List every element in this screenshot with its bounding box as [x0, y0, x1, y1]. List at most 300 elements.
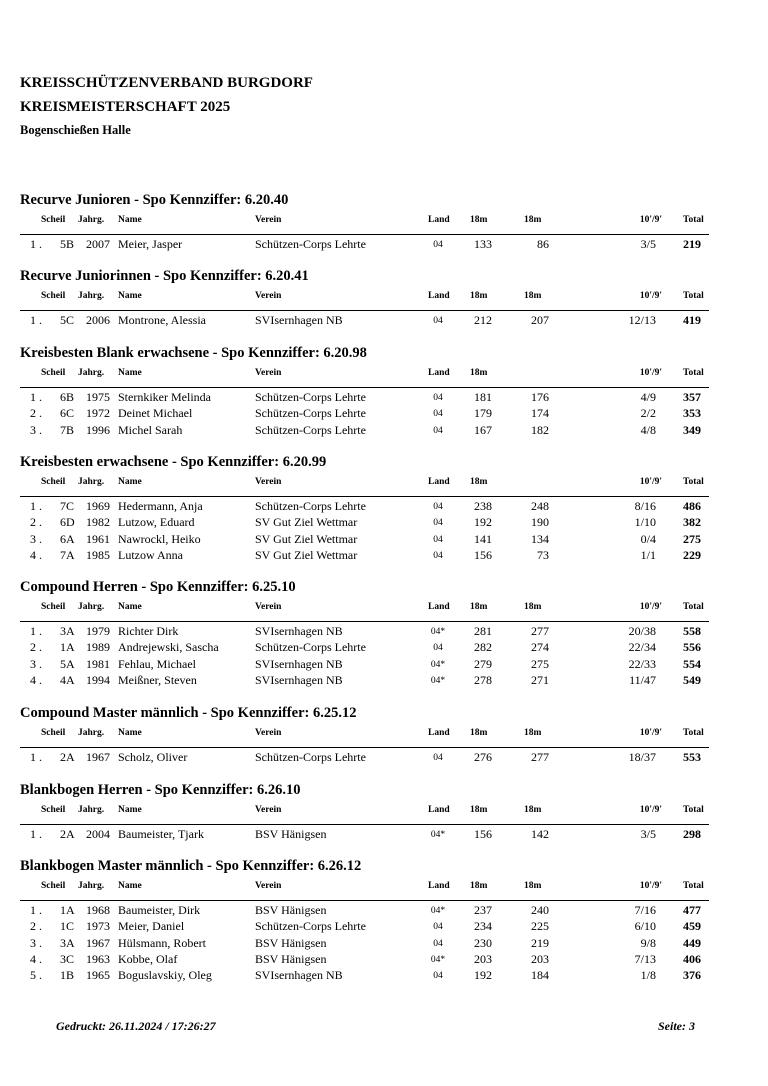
cell-total: 486 — [683, 499, 701, 513]
table-row — [0, 423, 768, 440]
column-header-name: Name — [118, 728, 142, 738]
column-header-m2: 18m — [524, 291, 542, 301]
cell-verein: SV Gut Ziel Wettmar — [255, 531, 358, 546]
cell-jahrg: 1973 — [86, 919, 110, 934]
cell-tens: 18/37 — [628, 750, 656, 764]
cell-land: 04 — [433, 409, 443, 420]
column-header-verein: Verein — [255, 805, 282, 815]
cell-land: 04* — [430, 906, 446, 916]
cell-total: 406 — [683, 951, 701, 966]
table-row — [0, 640, 768, 657]
cell-jahrg: 1975 — [86, 390, 110, 404]
cell-place: 2 . — [30, 406, 42, 421]
cell-tens: 2/2 — [640, 406, 656, 421]
column-header-name: Name — [118, 368, 142, 378]
cell-m2: 225 — [531, 919, 549, 934]
column-header-total: Total — [683, 728, 704, 738]
cell-place: 4 . — [30, 951, 42, 966]
column-header-m1: 18m — [470, 477, 488, 487]
column-header-name: Name — [118, 805, 142, 815]
table-row — [0, 657, 768, 674]
column-header-verein: Verein — [255, 881, 282, 891]
cell-scheibe: 1A — [60, 640, 75, 655]
column-header-scheibe: Scheil — [41, 291, 66, 301]
cell-jahrg: 1961 — [86, 531, 110, 546]
cell-verein: Schützen-Corps Lehrte — [255, 499, 366, 513]
column-header-scheibe: Scheil — [41, 805, 66, 815]
cell-m1: 230 — [474, 935, 492, 950]
cell-total: 376 — [683, 968, 701, 983]
cell-jahrg: 1967 — [86, 750, 110, 764]
column-header-tens: 10'/9' — [639, 728, 662, 738]
cell-scheibe: 3A — [60, 624, 75, 638]
cell-name: Baumeister, Dirk — [118, 903, 201, 917]
column-header-row — [0, 215, 768, 229]
cell-land: 04* — [430, 954, 446, 965]
cell-scheibe: 7B — [60, 422, 75, 437]
cell-tens: 22/34 — [628, 640, 656, 655]
table-row — [0, 499, 768, 516]
table-row — [0, 532, 768, 549]
section-title: Recurve Junioren - Spo Kennziffer: 6.20.40 — [20, 192, 289, 208]
cell-m2: 182 — [531, 422, 549, 437]
cell-m2: 174 — [531, 406, 549, 421]
cell-verein: Schützen-Corps Lehrte — [255, 750, 366, 764]
table-row — [0, 624, 768, 641]
cell-m1: 192 — [474, 968, 492, 983]
column-header-m2: 18m — [524, 805, 542, 815]
cell-name: Boguslavskiy, Oleg — [118, 968, 212, 983]
cell-jahrg: 1968 — [86, 903, 110, 917]
cell-total: 549 — [683, 672, 701, 687]
cell-jahrg: 1963 — [86, 951, 110, 966]
cell-verein: SV Gut Ziel Wettmar — [255, 547, 358, 562]
table-row — [0, 515, 768, 532]
cell-tens: 22/33 — [628, 656, 656, 671]
column-header-land: Land — [428, 291, 450, 301]
column-header-total: Total — [683, 602, 704, 612]
column-header-m2: 18m — [524, 881, 542, 891]
cell-verein: Schützen-Corps Lehrte — [255, 919, 366, 934]
column-header-total: Total — [683, 368, 704, 378]
cell-land: 04 — [433, 753, 443, 763]
section-title: Kreisbesten erwachsene - Spo Kennziffer: 6.20.99 — [20, 454, 327, 470]
cell-verein: Schützen-Corps Lehrte — [255, 237, 366, 251]
cell-scheibe: 6B — [60, 390, 75, 404]
column-header-land: Land — [428, 602, 450, 612]
cell-m1: 181 — [474, 390, 492, 404]
cell-tens: 11/47 — [629, 672, 656, 687]
cell-scheibe: 2A — [60, 827, 75, 841]
page-number: Seite: 3 — [658, 1019, 695, 1033]
header-divider — [20, 496, 709, 497]
cell-scheibe: 5B — [60, 237, 75, 251]
cell-land: 04 — [433, 425, 443, 436]
cell-place: 1 . — [30, 903, 42, 917]
cell-m1: 141 — [474, 531, 492, 546]
cell-land: 04 — [433, 922, 443, 933]
column-header-m1: 18m — [470, 291, 488, 301]
cell-name: Montrone, Alessia — [118, 313, 206, 327]
cell-verein: SVIsernhagen NB — [255, 313, 343, 327]
column-header-name: Name — [118, 215, 142, 225]
table-row — [0, 936, 768, 953]
table-row — [0, 827, 768, 844]
cell-jahrg: 2007 — [86, 237, 110, 251]
column-header-jahrg: Jahrg. — [78, 805, 105, 815]
column-header-m1: 18m — [470, 728, 488, 738]
column-header-jahrg: Jahrg. — [78, 602, 105, 612]
cell-name: Hedermann, Anja — [118, 499, 203, 513]
cell-scheibe: 6D — [60, 515, 75, 530]
column-header-scheibe: Scheil — [41, 215, 66, 225]
column-header-m1: 18m — [470, 215, 488, 225]
cell-m1: 237 — [474, 903, 492, 917]
header-divider — [20, 387, 709, 388]
column-header-name: Name — [118, 291, 142, 301]
column-header-row — [0, 477, 768, 491]
column-header-jahrg: Jahrg. — [78, 728, 105, 738]
event-title: KREISMEISTERSCHAFT 2025 — [20, 99, 231, 115]
cell-jahrg: 2006 — [86, 313, 110, 327]
cell-name: Meier, Daniel — [118, 919, 185, 934]
cell-place: 2 . — [30, 919, 42, 934]
column-header-tens: 10'/9' — [639, 291, 662, 301]
column-header-tens: 10'/9' — [639, 215, 662, 225]
organization-title: KREISSCHÜTZENVERBAND BURGDORF — [20, 75, 313, 91]
cell-m2: 176 — [531, 390, 549, 404]
cell-scheibe: 1A — [60, 903, 75, 917]
cell-jahrg: 1969 — [86, 499, 110, 513]
cell-tens: 3/5 — [640, 827, 656, 841]
cell-total: 419 — [683, 313, 701, 327]
cell-m2: 275 — [531, 656, 549, 671]
cell-name: Baumeister, Tjark — [118, 827, 204, 841]
cell-verein: BSV Hänigsen — [255, 827, 327, 841]
cell-scheibe: 1C — [60, 919, 75, 934]
cell-verein: BSV Hänigsen — [255, 951, 327, 966]
column-header-verein: Verein — [255, 477, 282, 487]
table-row — [0, 313, 768, 330]
cell-m1: 156 — [474, 827, 492, 841]
column-header-scheibe: Scheil — [41, 728, 66, 738]
column-header-row — [0, 368, 768, 382]
cell-m2: 86 — [537, 237, 549, 251]
column-header-name: Name — [118, 602, 142, 612]
column-header-jahrg: Jahrg. — [78, 291, 105, 301]
column-header-row — [0, 602, 768, 616]
cell-place: 1 . — [30, 750, 42, 764]
cell-m1: 234 — [474, 919, 492, 934]
cell-scheibe: 6A — [60, 531, 75, 546]
header-divider — [20, 824, 709, 825]
cell-m2: 219 — [531, 935, 549, 950]
column-header-row — [0, 728, 768, 742]
cell-m1: 179 — [474, 406, 492, 421]
column-header-jahrg: Jahrg. — [78, 477, 105, 487]
cell-verein: SVIsernhagen NB — [255, 968, 343, 983]
cell-tens: 20/38 — [628, 624, 656, 638]
cell-verein: Schützen-Corps Lehrte — [255, 406, 366, 421]
cell-place: 2 . — [30, 515, 42, 530]
section-title: Kreisbesten Blank erwachsene - Spo Kennziffer: 6.20.98 — [20, 345, 367, 361]
cell-land: 04 — [433, 550, 443, 561]
cell-name: Nawrockl, Heiko — [118, 531, 201, 546]
cell-jahrg: 1996 — [86, 422, 110, 437]
table-row — [0, 952, 768, 969]
cell-jahrg: 1989 — [86, 640, 110, 655]
column-header-jahrg: Jahrg. — [78, 881, 105, 891]
cell-place: 2 . — [30, 640, 42, 655]
column-header-name: Name — [118, 477, 142, 487]
cell-m1: 238 — [474, 499, 492, 513]
cell-total: 556 — [683, 640, 701, 655]
cell-tens: 12/13 — [628, 313, 656, 327]
column-header-m2: 18m — [524, 728, 542, 738]
cell-verein: Schützen-Corps Lehrte — [255, 422, 366, 437]
column-header-verein: Verein — [255, 728, 282, 738]
cell-tens: 9/8 — [640, 935, 656, 950]
cell-land: 04 — [433, 316, 443, 326]
table-row — [0, 406, 768, 423]
column-header-land: Land — [428, 881, 450, 891]
cell-place: 4 . — [30, 547, 42, 562]
column-header-tens: 10'/9' — [639, 881, 662, 891]
cell-place: 3 . — [30, 656, 42, 671]
column-header-scheibe: Scheil — [41, 602, 66, 612]
section-title: Blankbogen Master männlich - Spo Kennziffer: 6.26.12 — [20, 858, 362, 874]
cell-name: Fehlau, Michael — [118, 656, 196, 671]
header-divider — [20, 621, 709, 622]
cell-m2: 190 — [531, 515, 549, 530]
cell-m1: 279 — [474, 656, 492, 671]
cell-land: 04 — [433, 502, 443, 512]
cell-name: Richter Dirk — [118, 624, 179, 638]
column-header-m1: 18m — [470, 805, 488, 815]
column-header-verein: Verein — [255, 602, 282, 612]
header-divider — [20, 234, 709, 235]
cell-m1: 203 — [474, 951, 492, 966]
cell-tens: 1/1 — [640, 547, 656, 562]
cell-tens: 6/10 — [634, 919, 656, 934]
column-header-tens: 10'/9' — [639, 368, 662, 378]
table-row — [0, 673, 768, 690]
cell-m1: 278 — [474, 672, 492, 687]
cell-m1: 192 — [474, 515, 492, 530]
cell-place: 5 . — [30, 968, 42, 983]
cell-jahrg: 1965 — [86, 968, 110, 983]
cell-place: 3 . — [30, 531, 42, 546]
cell-tens: 1/10 — [634, 515, 656, 530]
cell-place: 1 . — [30, 827, 42, 841]
cell-total: 219 — [683, 237, 701, 251]
column-header-land: Land — [428, 215, 450, 225]
cell-total: 298 — [683, 827, 701, 841]
cell-place: 4 . — [30, 672, 42, 687]
cell-tens: 4/8 — [640, 422, 656, 437]
column-header-land: Land — [428, 805, 450, 815]
cell-m2: 73 — [537, 547, 549, 562]
column-header-scheibe: Scheil — [41, 368, 66, 378]
cell-place: 3 . — [30, 935, 42, 950]
cell-m2: 271 — [531, 672, 549, 687]
cell-land: 04* — [430, 627, 446, 637]
cell-verein: SVIsernhagen NB — [255, 624, 343, 638]
cell-m2: 203 — [531, 951, 549, 966]
column-header-name: Name — [118, 881, 142, 891]
cell-m1: 281 — [474, 624, 492, 638]
cell-name: Lutzow Anna — [118, 547, 183, 562]
column-header-land: Land — [428, 477, 450, 487]
cell-m1: 212 — [474, 313, 492, 327]
cell-jahrg: 1972 — [86, 406, 110, 421]
cell-m2: 184 — [531, 968, 549, 983]
cell-verein: SVIsernhagen NB — [255, 656, 343, 671]
cell-total: 459 — [683, 919, 701, 934]
cell-tens: 4/9 — [640, 390, 656, 404]
column-header-scheibe: Scheil — [41, 881, 66, 891]
cell-jahrg: 1985 — [86, 547, 110, 562]
column-header-land: Land — [428, 368, 450, 378]
column-header-jahrg: Jahrg. — [78, 368, 105, 378]
column-header-total: Total — [683, 215, 704, 225]
cell-name: Meier, Jasper — [118, 237, 183, 251]
cell-place: 1 . — [30, 390, 42, 404]
cell-name: Scholz, Oliver — [118, 750, 188, 764]
cell-jahrg: 1982 — [86, 515, 110, 530]
cell-place: 3 . — [30, 422, 42, 437]
column-header-m2: 18m — [524, 602, 542, 612]
section-title: Recurve Juniorinnen - Spo Kennziffer: 6.20.41 — [20, 268, 309, 284]
column-header-row — [0, 881, 768, 895]
header-divider — [20, 900, 709, 901]
column-header-verein: Verein — [255, 291, 282, 301]
cell-m1: 133 — [474, 237, 492, 251]
cell-total: 553 — [683, 750, 701, 764]
cell-m2: 134 — [531, 531, 549, 546]
column-header-m1: 18m — [470, 881, 488, 891]
cell-tens: 8/16 — [634, 499, 656, 513]
discipline-title: Bogenschießen Halle — [20, 123, 131, 137]
cell-name: Deinet Michael — [118, 406, 193, 421]
cell-land: 04 — [433, 643, 443, 654]
cell-name: Andrejewski, Sascha — [118, 640, 219, 655]
printed-timestamp: Gedruckt: 26.11.2024 / 17:26:27 — [56, 1019, 216, 1033]
cell-jahrg: 1994 — [86, 672, 110, 687]
cell-name: Lutzow, Eduard — [118, 515, 195, 530]
column-header-m2: 18m — [524, 215, 542, 225]
table-row — [0, 968, 768, 985]
cell-m2: 277 — [531, 750, 549, 764]
cell-name: Meißner, Steven — [118, 672, 197, 687]
table-row — [0, 237, 768, 254]
cell-m1: 167 — [474, 422, 492, 437]
cell-verein: SVIsernhagen NB — [255, 672, 343, 687]
column-header-verein: Verein — [255, 368, 282, 378]
cell-scheibe: 7A — [60, 547, 75, 562]
header-divider — [20, 747, 709, 748]
cell-name: Hülsmann, Robert — [118, 935, 206, 950]
cell-place: 1 . — [30, 624, 42, 638]
cell-verein: Schützen-Corps Lehrte — [255, 390, 366, 404]
cell-land: 04 — [433, 534, 443, 545]
cell-jahrg: 2004 — [86, 827, 110, 841]
cell-land: 04 — [433, 518, 443, 529]
cell-scheibe: 5C — [60, 313, 75, 327]
cell-total: 349 — [683, 422, 701, 437]
cell-total: 229 — [683, 547, 701, 562]
cell-tens: 1/8 — [640, 968, 656, 983]
column-header-total: Total — [683, 805, 704, 815]
column-header-total: Total — [683, 881, 704, 891]
cell-verein: Schützen-Corps Lehrte — [255, 640, 366, 655]
cell-m2: 240 — [531, 903, 549, 917]
cell-m2: 142 — [531, 827, 549, 841]
cell-total: 558 — [683, 624, 701, 638]
column-header-tens: 10'/9' — [639, 805, 662, 815]
cell-land: 04* — [430, 675, 446, 686]
section-title: Compound Herren - Spo Kennziffer: 6.25.10 — [20, 579, 296, 595]
column-header-scheibe: Scheil — [41, 477, 66, 487]
table-row — [0, 390, 768, 407]
cell-land: 04 — [433, 971, 443, 982]
cell-m2: 274 — [531, 640, 549, 655]
cell-place: 1 . — [30, 237, 42, 251]
table-row — [0, 903, 768, 920]
cell-verein: BSV Hänigsen — [255, 935, 327, 950]
column-header-row — [0, 291, 768, 305]
cell-scheibe: 2A — [60, 750, 75, 764]
cell-land: 04 — [433, 240, 443, 250]
cell-place: 1 . — [30, 313, 42, 327]
column-header-jahrg: Jahrg. — [78, 215, 105, 225]
cell-place: 1 . — [30, 499, 42, 513]
cell-m2: 207 — [531, 313, 549, 327]
column-header-land: Land — [428, 728, 450, 738]
table-row — [0, 750, 768, 767]
section-title: Blankbogen Herren - Spo Kennziffer: 6.26.10 — [20, 782, 301, 798]
cell-land: 04 — [433, 938, 443, 949]
column-header-m1: 18m — [470, 602, 488, 612]
cell-scheibe: 1B — [60, 968, 75, 983]
column-header-row — [0, 805, 768, 819]
table-row — [0, 548, 768, 565]
column-header-total: Total — [683, 477, 704, 487]
cell-scheibe: 3C — [60, 951, 75, 966]
cell-total: 353 — [683, 406, 701, 421]
column-header-verein: Verein — [255, 215, 282, 225]
cell-total: 275 — [683, 531, 701, 546]
cell-total: 382 — [683, 515, 701, 530]
section-title: Compound Master männlich - Spo Kennziffer: 6.25.12 — [20, 705, 357, 721]
cell-total: 449 — [683, 935, 701, 950]
cell-tens: 7/13 — [634, 951, 656, 966]
cell-land: 04* — [430, 830, 446, 840]
header-divider — [20, 310, 709, 311]
cell-verein: BSV Hänigsen — [255, 903, 327, 917]
cell-jahrg: 1979 — [86, 624, 110, 638]
cell-land: 04* — [430, 659, 446, 670]
cell-m1: 156 — [474, 547, 492, 562]
cell-scheibe: 3A — [60, 935, 75, 950]
cell-m1: 282 — [474, 640, 492, 655]
cell-tens: 0/4 — [640, 531, 656, 546]
cell-m1: 276 — [474, 750, 492, 764]
cell-jahrg: 1967 — [86, 935, 110, 950]
cell-scheibe: 4A — [60, 672, 75, 687]
column-header-tens: 10'/9' — [639, 602, 662, 612]
cell-verein: SV Gut Ziel Wettmar — [255, 515, 358, 530]
